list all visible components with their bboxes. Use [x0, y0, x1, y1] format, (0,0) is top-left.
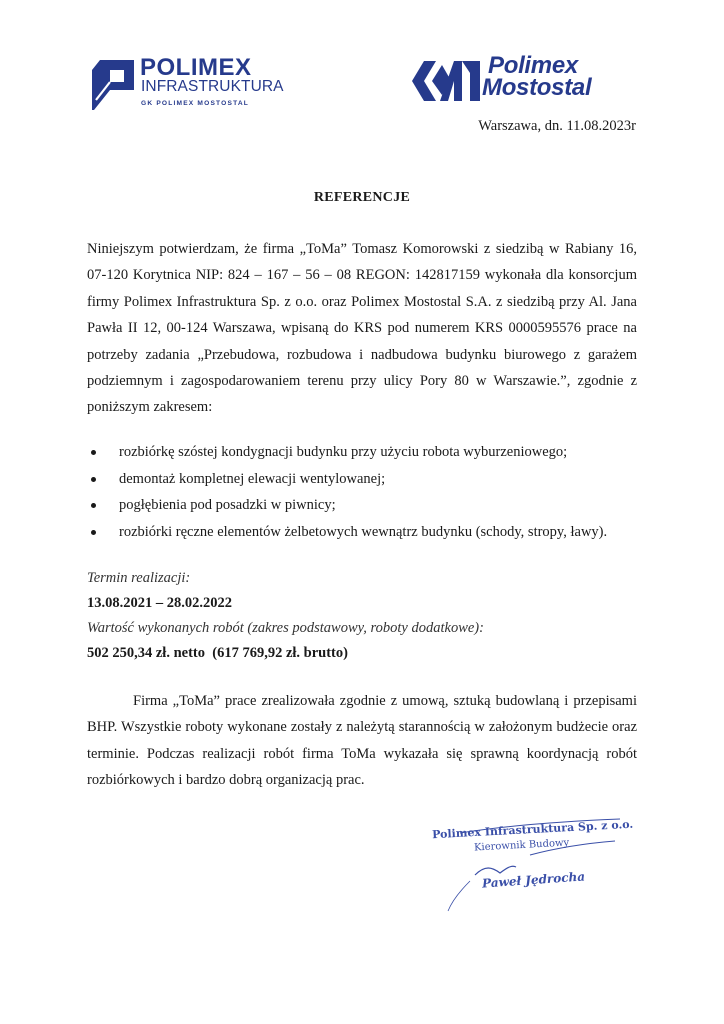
scope-item: [87, 466, 637, 493]
value-amount: 502 250,34 zł. netto (617 769,92 zł. brutto): [87, 645, 348, 661]
bullet-icon: [91, 477, 96, 482]
scope-item-text: pogłębienia pod posadzki w piwnicy;: [119, 497, 336, 513]
logo-left-group: GK POLIMEX MOSTOSTAL: [141, 100, 250, 107]
scope-item: [87, 439, 637, 466]
closing-paragraph: Firma „ToMa” prace zrealizowała zgodnie z umową, sztuką budowlaną i przepisami BHP. Wszystkie roboty wykonane zostały z należytą starannością w założonym budżecie oraz terminie. Podczas realizacji robót firma ToMa wykazała się sprawną koordynacją robót rozbiórkowych i bardzo dobrą organizacją prac.: [87, 693, 637, 789]
polimex-p-logo-icon: [90, 56, 136, 112]
polimex-mostostal-emblem-icon: [410, 59, 482, 103]
polimex-infrastruktura-logo: [90, 56, 290, 112]
signature-stamp: [420, 815, 640, 915]
bullet-icon: [91, 503, 96, 508]
scope-list: [87, 439, 637, 545]
scope-item-text: rozbiórki ręczne elementów żelbetowych wewnątrz budynku (schody, stropy, ławy).: [119, 523, 608, 540]
logo-left-subtitle: INFRASTRUKTURA: [141, 78, 284, 95]
logo-left-name: POLIMEX: [140, 54, 252, 81]
intro-paragraph: Niniejszym potwierdzam, że firma „ToMa” Tomasz Komorowski z siedzibą w Rabiany 16, 07-120 Korytnica NIP: 824 – 167 – 56 – 08 REGON: 142817159 wykonała dla konsorcjum firmy Polimex Infrastruktura Sp. z o.o. oraz Polimex Mostostal S.A. z siedzibą przy Al. Jana Pawła II 12, 00-124 Warszawa, wpisaną do KRS pod numerem KRS 0000595576 prace na potrzeby zadania „Przebudowa, rozbudowa i nadbudowa budynku biurowego z garażem podziemnym i zagospodarowaniem terenu przy ulicy Pory 80 w Warszawie.”, zgodnie z poniższym zakresem:: [87, 241, 637, 416]
polimex-mostostal-logo: [410, 52, 630, 107]
bullet-icon: [91, 450, 96, 455]
scope-item: [87, 519, 637, 546]
logo-right-line1: Polimex: [488, 52, 578, 79]
place-date: Warszawa, dn. 11.08.2023r: [478, 118, 636, 134]
stamp-name: Paweł Jędrocha: [481, 869, 586, 891]
term-value: 13.08.2021 – 28.02.2022: [87, 595, 232, 611]
stamp-role: Kierownik Budowy: [473, 837, 570, 854]
scope-item: [87, 492, 637, 519]
logo-right-line2: Mostostal: [482, 74, 592, 101]
term-label: Termin realizacji:: [87, 570, 191, 586]
value-label: Wartość wykonanych robót (zakres podstawowy, roboty dodatkowe):: [87, 620, 484, 636]
scope-item-text: demontaż kompletnej elewacji wentylowanej;: [119, 470, 386, 487]
bullet-icon: [91, 530, 96, 535]
scope-item-text: rozbiórkę szóstej kondygnacji budynku przy użyciu robota wyburzeniowego;: [119, 444, 568, 460]
stamp-company: Polimex Infrastruktura Sp. z o.o.: [431, 817, 634, 842]
document-title: REFERENCJE: [313, 190, 411, 205]
